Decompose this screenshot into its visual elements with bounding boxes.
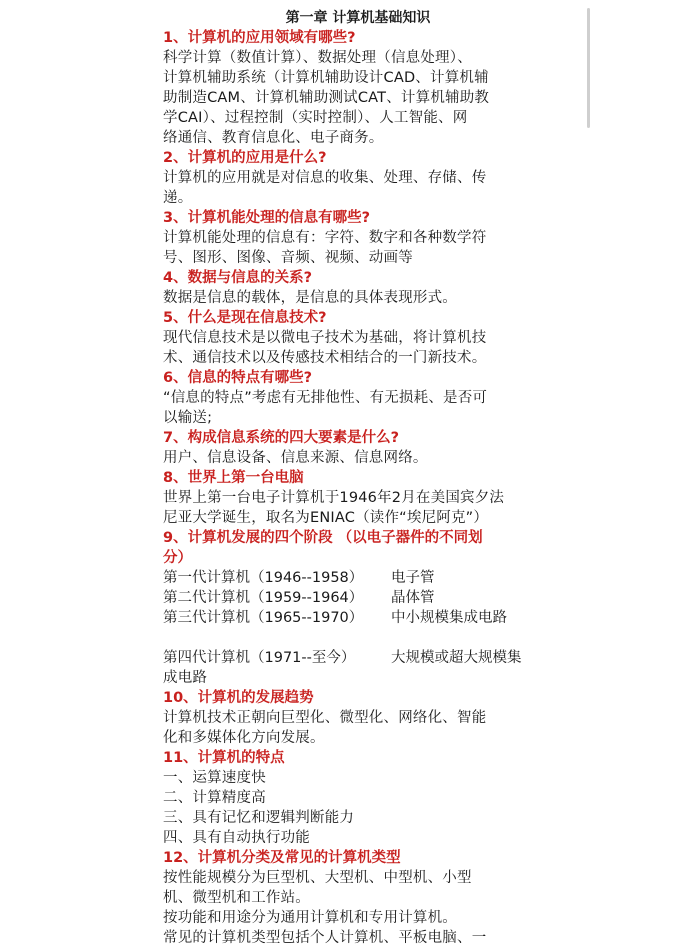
blank-line [163, 628, 543, 648]
answer-line: 尼亚大学诞生，取名为ENIAC（读作“埃尼阿克”） [163, 510, 489, 526]
section-question: 1、计算机的应用领域有哪些? [163, 30, 356, 46]
generation-row [163, 568, 543, 588]
qa-sections-10-12 [163, 688, 543, 948]
answer-line: 三、具有记忆和逻辑判断能力 [163, 810, 355, 826]
generation-tech: 电子管 [391, 570, 435, 586]
section-question: 11、计算机的特点 [163, 750, 285, 766]
section-question: 12、计算机分类及常见的计算机类型 [163, 850, 401, 866]
answer-line: 机、微型机和工作站。 [163, 890, 310, 906]
answer-line: 号、图形、图像、音频、视频、动画等 [163, 250, 413, 266]
answer-line: 一、运算速度快 [163, 770, 266, 786]
section-question: 4、数据与信息的关系? [163, 270, 312, 286]
answer-line: 二、计算精度高 [163, 790, 266, 806]
answer-line: 按功能和用途分为通用计算机和专用计算机。 [163, 910, 457, 926]
answer-line: 现代信息技术是以微电子技术为基础，将计算机技 [163, 330, 487, 346]
answer-line: 按性能规模分为巨型机、大型机、中型机、小型 [163, 870, 472, 886]
page-title: 第一章 计算机基础知识 [285, 10, 431, 26]
generation-tech: 大规模或超大规模集 [391, 650, 522, 666]
answer-line: 计算机能处理的信息有：字符、数字和各种数学符 [163, 230, 487, 246]
answer-line: 术、通信技术以及传感技术相结合的一门新技术。 [163, 350, 487, 366]
section-question: 8、世界上第一台电脑 [163, 470, 304, 486]
answer-line: 数据是信息的载体，是信息的具体表现形式。 [163, 290, 457, 306]
scrollbar[interactable] [587, 8, 590, 128]
answer-line: 学CAI）、过程控制（实时控制）、人工智能、网 [163, 110, 468, 126]
answer-line: 四、具有自动执行功能 [163, 830, 310, 846]
answer-line: 助制造CAM、计算机辅助测试CAT、计算机辅助教 [163, 90, 490, 106]
answer-line: 用户、信息设备、信息来源、信息网络。 [163, 450, 428, 466]
section-question: 3、计算机能处理的信息有哪些? [163, 210, 370, 226]
answer-line: 科学计算（数值计算）、数据处理（信息处理）、 [163, 50, 472, 66]
answer-line: 成电路 [163, 670, 208, 686]
answer-line: 化和多媒体化方向发展。 [163, 730, 325, 746]
section-question: 5、什么是现在信息技术? [163, 310, 327, 326]
generation-label: 第四代计算机（1971--至今） [163, 650, 356, 666]
answer-line: 递。 [163, 190, 193, 206]
answer-line: “信息的特点”考虑有无排他性、有无损耗、是否可 [163, 390, 488, 406]
answer-line: 络通信、教育信息化、电子商务。 [163, 130, 384, 146]
generation-tech: 晶体管 [391, 590, 435, 606]
section-question: 10、计算机的发展趋势 [163, 690, 314, 706]
generation-label: 第三代计算机（1965--1970） [163, 610, 364, 626]
answer-line: 世界上第一台电子计算机于1946年2月在美国宾夕法 [163, 490, 505, 506]
section-question: 分） [163, 550, 192, 566]
answer-line: 计算机的应用就是对信息的收集、处理、存储、传 [163, 170, 487, 186]
document-page [163, 8, 543, 948]
qa-sections-1-8 [163, 28, 543, 528]
section-question: 6、信息的特点有哪些? [163, 370, 312, 386]
generation-row [163, 648, 543, 668]
answer-line: 常见的计算机类型包括个人计算机、平板电脑、一 [163, 930, 487, 946]
section-question: 9、计算机发展的四个阶段 （以电子器件的不同划 [163, 530, 483, 546]
answer-line: 计算机技术正朝向巨型化、微型化、网络化、智能 [163, 710, 487, 726]
section-question: 7、构成信息系统的四大要素是什么? [163, 430, 399, 446]
generation-row [163, 588, 543, 608]
generation-label: 第一代计算机（1946--1958） [163, 570, 364, 586]
generation-row [163, 608, 543, 628]
generation-label: 第二代计算机（1959--1964） [163, 590, 364, 606]
answer-line: 计算机辅助系统（计算机辅助设计CAD、计算机辅 [163, 70, 489, 86]
generation-tech: 中小规模集成电路 [391, 610, 507, 626]
answer-line: 以输送; [163, 410, 213, 426]
section-question: 2、计算机的应用是什么? [163, 150, 327, 166]
section-9 [163, 528, 543, 688]
